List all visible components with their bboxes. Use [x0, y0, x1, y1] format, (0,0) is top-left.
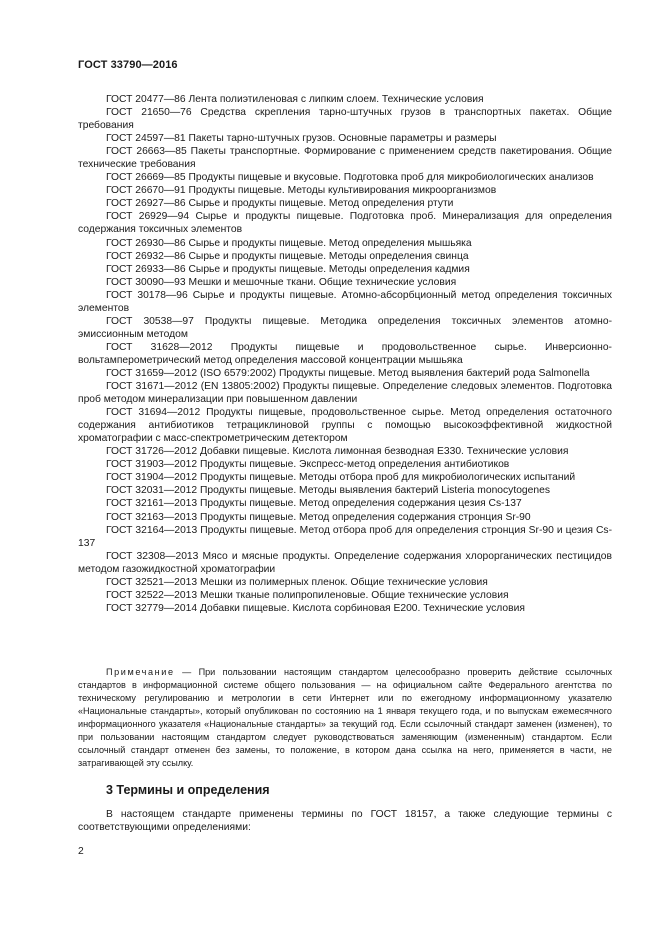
section-heading: 3 Термины и определения	[106, 783, 270, 797]
reference-item: ГОСТ 32163—2013 Продукты пищевые. Метод определения содержания стронция Sr-90	[106, 511, 531, 523]
note-text: — При пользовании настоящим стандартом целесообразно проверить действие ссылочных стандартов в информационной системе общего пользования — на официальном сайте Федерального агентства по техническому регулированию и метрологии в сети Интернет или по ежегодному информационному указателю «Национальные стандарты», который опубликован по состоянию на 1 января текущего года, и по выпускам ежемесячного информационного указателя «Национальные стандарты» за текущий год. Если ссылочный стандарт заменен (изменен), то при пользовании настоящим стандартом следует руководствоваться заменяющим (измененным) стандартом. Если ссылочный стандарт отменен без замены, то положение, в котором дана ссылка на него, применяется в части, не затрагивающей эту ссылку.	[78, 667, 612, 768]
reference-item: ГОСТ 24597—81 Пакеты тарно-штучных грузов. Основные параметры и размеры	[106, 133, 497, 145]
reference-item: ГОСТ 32031—2012 Продукты пищевые. Методы выявления бактерий Listeria monocytogenes	[106, 485, 550, 497]
note-paragraph	[78, 666, 612, 770]
reference-item: ГОСТ 20477—86 Лента полиэтиленовая с липким слоем. Технические условия	[106, 94, 484, 105]
reference-item: ГОСТ 26663—85 Пакеты транспортные. Формирование с применением средств пакетирования. Общие технические требования	[78, 146, 612, 171]
reference-item: ГОСТ 26932—86 Сырье и продукты пищевые. Методы определения свинца	[106, 250, 469, 262]
reference-item: ГОСТ 21650—76 Средства скрепления тарно-штучных грузов в транспортных пакетах. Общие требования	[78, 107, 612, 132]
reference-item: ГОСТ 31659—2012 (ISO 6579:2002) Продукты пищевые. Метод выявления бактерий рода Salmonella	[106, 367, 590, 379]
reference-item: ГОСТ 31726—2012 Добавки пищевые. Кислота лимонная безводная Е330. Технические условия	[106, 446, 569, 458]
reference-item: ГОСТ 31694—2012 Продукты пищевые, продовольственное сырье. Метод определения остаточного содержания антибиотиков тетрациклиновой группы с помощью высокоэффективной жидкостной хроматографии с масс-спектрометрическим детектором	[78, 407, 612, 445]
reference-item: ГОСТ 30178—96 Сырье и продукты пищевые. Атомно-абсорбционный метод определения токсичных элементов	[78, 289, 612, 314]
reference-item: ГОСТ 31671—2012 (EN 13805:2002) Продукты пищевые. Определение следовых элементов. Подготовка проб методом минерализации при повышенном давлении	[78, 381, 612, 406]
reference-item: ГОСТ 26927—86 Сырье и продукты пищевые. Метод определения ртути	[106, 198, 454, 210]
reference-item: ГОСТ 32164—2013 Продукты пищевые. Метод отбора проб для определения стронция Sr-90 и цезия Cs-137	[78, 524, 612, 549]
reference-item: ГОСТ 31904—2012 Продукты пищевые. Методы отбора проб для микробиологических испытаний	[106, 472, 576, 484]
reference-item: ГОСТ 32521—2013 Мешки из полимерных пленок. Общие технические условия	[106, 576, 488, 588]
reference-item: ГОСТ 26929—94 Сырье и продукты пищевые. Подготовка проб. Минерализация для определения содержания токсичных элементов	[78, 211, 612, 236]
reference-item: ГОСТ 30538—97 Продукты пищевые. Методика определения токсичных элементов атомно-эмиссионным методом	[78, 315, 612, 340]
reference-item: ГОСТ 32522—2013 Мешки тканые полипропиленовые. Общие технические условия	[106, 589, 509, 601]
reference-item: ГОСТ 26933—86 Сырье и продукты пищевые. Методы определения кадмия	[106, 263, 470, 275]
reference-item: ГОСТ 32161—2013 Продукты пищевые. Метод определения содержания цезия Cs-137	[106, 498, 522, 510]
document-header: ГОСТ 33790—2016	[78, 59, 178, 71]
reference-item: ГОСТ 30090—93 Мешки и мешочные ткани. Общие технические условия	[106, 276, 457, 288]
note-label: Примечание	[106, 667, 175, 677]
section-paragraph: В настоящем стандарте применены термины по ГОСТ 18157, а также следующие термины с соответствующими определениями:	[78, 809, 612, 834]
reference-item: ГОСТ 26669—85 Продукты пищевые и вкусовые. Подготовка проб для микробиологических анализов	[106, 172, 594, 184]
reference-item: ГОСТ 32308—2013 Мясо и мясные продукты. Определение содержания хлорорганических пестицидов методом газожидкостной хроматографии	[78, 550, 612, 575]
reference-item: ГОСТ 26670—91 Продукты пищевые. Методы культивирования микроорганизмов	[106, 185, 497, 197]
reference-item: ГОСТ 31903—2012 Продукты пищевые. Экспресс-метод определения антибиотиков	[106, 459, 510, 471]
reference-item: ГОСТ 26930—86 Сырье и продукты пищевые. Метод определения мышьяка	[106, 237, 472, 249]
normative-references-list	[78, 93, 612, 615]
page-number: 2	[78, 846, 84, 857]
reference-item: ГОСТ 31628—2012 Продукты пищевые и продовольственное сырье. Инверсионно-вольтамперометрический метод определения массовой концентрации мышьяка	[78, 341, 612, 366]
reference-item: ГОСТ 32779—2014 Добавки пищевые. Кислота сорбиновая Е200. Технические условия	[106, 602, 525, 614]
